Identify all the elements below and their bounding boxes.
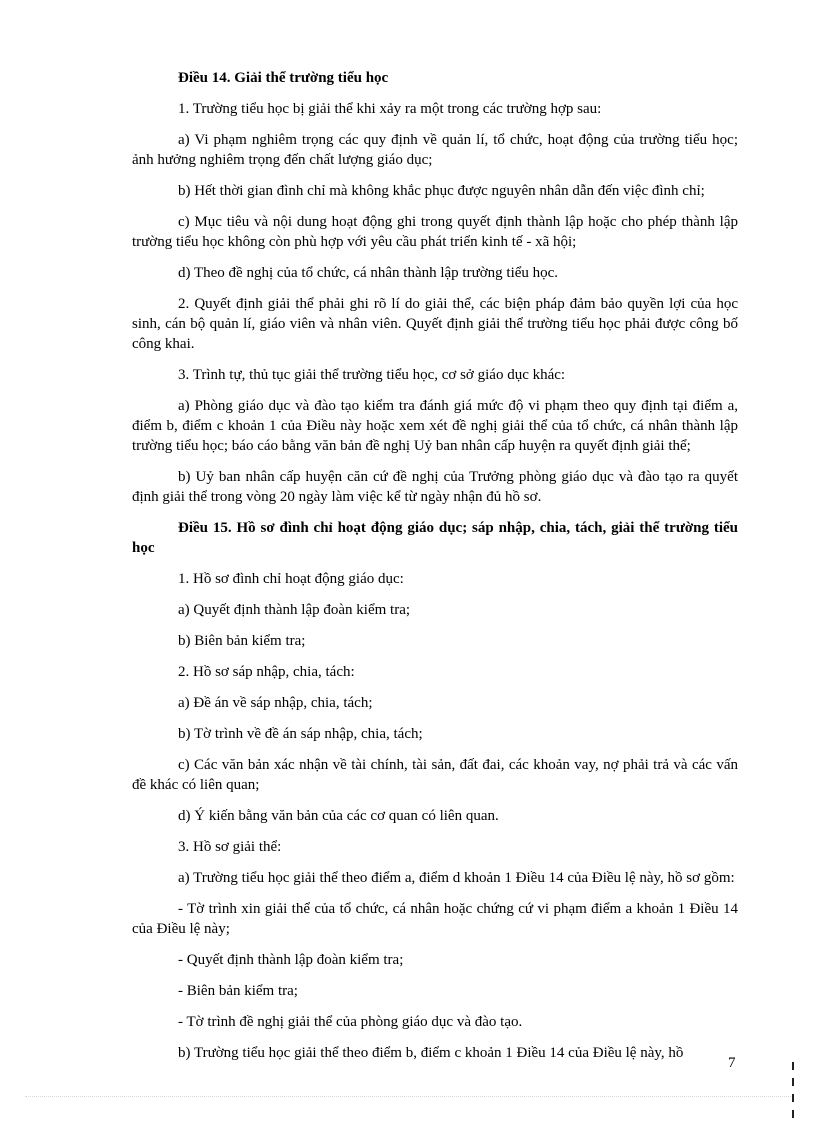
paragraph: a) Phòng giáo dục và đào tạo kiểm tra đánh giá mức độ vi phạm theo quy định tại điểm a, điểm b, điểm c khoản 1 của Điều này hoặc xem xét đề nghị giải thể của tổ chức, cá nhân thành lập trường tiểu học; báo cáo bằng văn bản đề nghị Uỷ ban nhân cấp huyện ra quyết định giải thể; — [132, 398, 738, 454]
paragraph: a) Vi phạm nghiêm trọng các quy định về quản lí, tổ chức, hoạt động của trường tiểu học; ảnh hưởng nghiêm trọng đến chất lượng giáo dục; — [132, 132, 738, 168]
paragraph: a) Quyết định thành lập đoàn kiểm tra; — [178, 602, 411, 618]
paragraph: - Tờ trình đề nghị giải thể của phòng giáo dục và đào tạo. — [178, 1014, 523, 1030]
page-number: 7 — [728, 1055, 736, 1071]
paragraph: - Quyết định thành lập đoàn kiểm tra; — [178, 952, 404, 968]
article-14-heading: Điều 14. Giải thể trường tiểu học — [178, 70, 389, 86]
paragraph: d) Theo đề nghị của tổ chức, cá nhân thành lập trường tiểu học. — [178, 265, 559, 281]
paragraph: - Biên bản kiểm tra; — [178, 983, 298, 999]
paragraph: 1. Trường tiểu học bị giải thể khi xảy ra một trong các trường hợp sau: — [178, 101, 602, 117]
paragraph: d) Ý kiến bằng văn bản của các cơ quan có liên quan. — [178, 808, 499, 824]
margin-mark — [792, 1078, 794, 1086]
page-bottom-divider — [25, 1096, 791, 1098]
paragraph: b) Biên bản kiểm tra; — [178, 633, 306, 649]
paragraph: 3. Hồ sơ giải thể: — [178, 839, 282, 855]
margin-mark — [792, 1062, 794, 1070]
paragraph: b) Trường tiểu học giải thể theo điểm b, điểm c khoản 1 Điều 14 của Điều lệ này, hồ — [178, 1045, 684, 1061]
paragraph: - Tờ trình xin giải thể của tổ chức, cá nhân hoặc chứng cứ vi phạm điểm a khoản 1 Điều 14 của Điều lệ này; — [132, 901, 738, 937]
paragraph: a) Đề án về sáp nhập, chia, tách; — [178, 695, 373, 711]
paragraph: b) Uỷ ban nhân cấp huyện căn cứ đề nghị của Trưởng phòng giáo dục và đào tạo ra quyết định giải thể trong vòng 20 ngày làm việc kể từ ngày nhận đủ hồ sơ. — [132, 469, 738, 505]
paragraph: b) Hết thời gian đình chỉ mà không khắc phục được nguyên nhân dẫn đến việc đình chỉ; — [178, 183, 705, 199]
paragraph: b) Tờ trình về đề án sáp nhập, chia, tách; — [178, 726, 423, 742]
paragraph: c) Mục tiêu và nội dung hoạt động ghi trong quyết định thành lập hoặc cho phép thành lập trường tiểu học không còn phù hợp với yêu cầu phát triển kinh tế - xã hội; — [132, 214, 738, 250]
article-15-heading: Điều 15. Hồ sơ đình chỉ hoạt động giáo dục; sáp nhập, chia, tách, giải thể trường tiểu học — [132, 520, 738, 556]
page-content — [132, 68, 738, 1074]
margin-mark — [792, 1110, 794, 1118]
paragraph: 2. Hồ sơ sáp nhập, chia, tách: — [178, 664, 355, 680]
paragraph: 2. Quyết định giải thể phải ghi rõ lí do giải thể, các biện pháp đảm bảo quyền lợi của học sinh, cán bộ quản lí, giáo viên và nhân viên. Quyết định giải thể trường tiểu học phải được công bố công khai. — [132, 296, 738, 352]
paragraph: a) Trường tiểu học giải thể theo điểm a, điểm d khoản 1 Điều 14 của Điều lệ này, hồ sơ gồm: — [178, 870, 735, 886]
paragraph: c) Các văn bản xác nhận về tài chính, tài sản, đất đai, các khoản vay, nợ phải trả và các vấn đề khác có liên quan; — [132, 757, 738, 793]
margin-mark — [792, 1094, 794, 1102]
paragraph: 1. Hồ sơ đình chỉ hoạt động giáo dục: — [178, 571, 404, 587]
paragraph: 3. Trình tự, thủ tục giải thể trường tiểu học, cơ sở giáo dục khác: — [178, 367, 566, 383]
